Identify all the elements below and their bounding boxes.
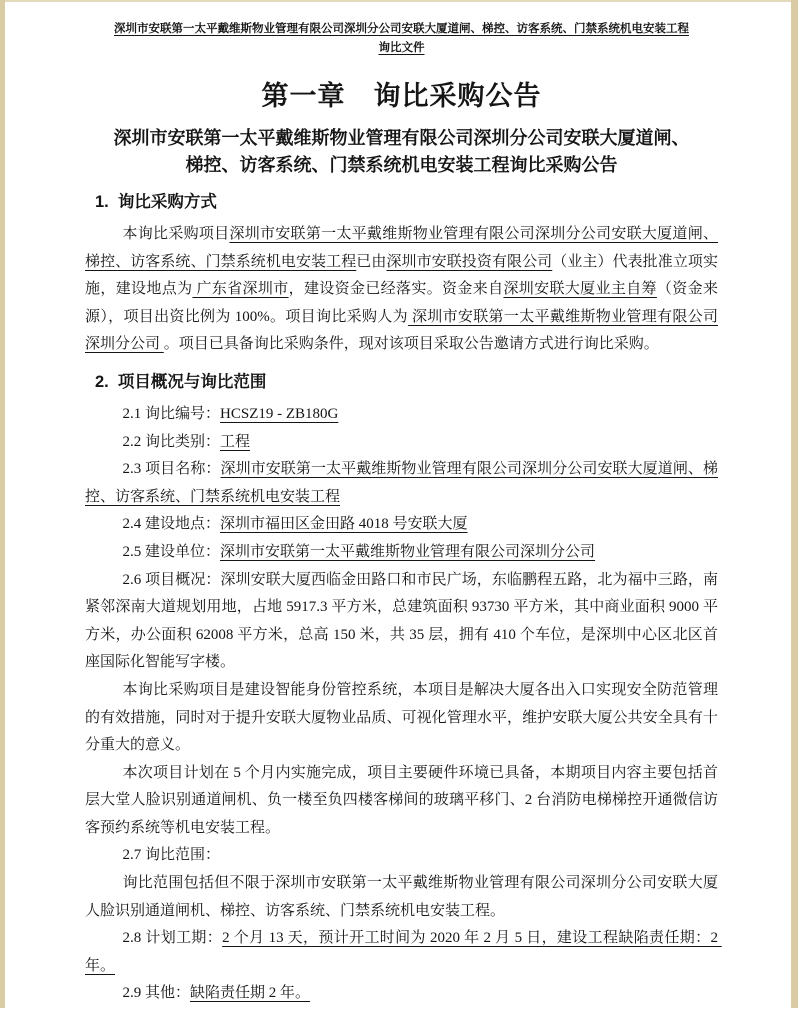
page-header-line1: 深圳市安联第一太平戴维斯物业管理有限公司深圳分公司安联大厦道闸、梯控、访客系统、门禁系统机电安装工程: [114, 23, 689, 35]
underlined-value: 深圳市安联第一太平戴维斯物业管理有限公司深圳分公司: [220, 543, 596, 560]
doc-subtitle-line2: 梯控、访客系统、门禁系统机电安装工程询比采购公告: [185, 155, 618, 175]
paragraph: [85, 925, 722, 980]
text-run: （业主）代表批准立项实施，建设地点为: [85, 253, 718, 298]
text-run: 2.5 建设单位：: [122, 543, 221, 560]
page-header-line2: 询比文件: [378, 42, 425, 54]
paragraph: [85, 221, 718, 359]
text-run: 2.2 询比类别：: [122, 433, 221, 450]
text-run: 。项目已具备询比采购条件，现对该项目采取公告邀请方式进行询比采购。: [163, 336, 659, 353]
document-body: [85, 188, 722, 1008]
underlined-value: 深圳市安联投资有限公司: [386, 253, 553, 270]
underlined-value: 深圳市福田区金田路 4018 号安联大厦: [220, 516, 468, 533]
text-run: 2.6 项目概况：深圳安联大厦西临金田路口和市民广场，东临鹏程五路，北为福中三路，南紧邻深南大道规划用地，占地 5917.3 平方米，总建筑面积 93730 平方米，其中商业面积 9000 平方米，办公面积 62008 平方米，总高 150 米，共 35 层，拥有 410 个车位，是深圳中心区北区首座国际化智能写字楼。: [85, 571, 718, 671]
underlined-value: 深圳市安联第一太平戴维斯物业管理有限公司深圳分公司: [85, 308, 718, 353]
underlined-value: HCSZ19 - ZB180G: [220, 405, 339, 422]
page-header: [85, 20, 718, 58]
paragraph: [85, 980, 718, 1008]
text-run: 本询比采购项目: [122, 226, 230, 242]
paragraph: [85, 429, 718, 457]
page-border-right: [791, 0, 798, 1008]
doc-subtitle: [85, 125, 718, 179]
paragraph: [85, 760, 718, 843]
underlined-value: 深圳市安联第一太平戴维斯物业管理有限公司深圳分公司安联大厦道闸、梯控、访客系统、门禁系统机电安装工程: [85, 226, 718, 270]
text-run: 2.4 建设地点：: [122, 516, 221, 533]
page-border-left: [0, 0, 5, 1008]
paragraph: [85, 870, 718, 925]
paragraph: [85, 539, 718, 567]
text-run: 已由: [356, 253, 387, 270]
page-border-top: [0, 0, 798, 2]
text-run: 2.8 计划工期：: [122, 930, 223, 947]
underlined-value: 2 个月 13 天，预计开工时间为 2020 年 2 月 5 日，建设工程缺陷责任期：2 年。: [85, 930, 722, 974]
underlined-value: 缺陷责任期 2 年。: [190, 985, 311, 1002]
paragraph: [85, 567, 718, 677]
section-heading: 2. 项目概况与询比范围: [95, 372, 267, 391]
paragraph: [85, 401, 718, 429]
chapter-title: 第一章 询比采购公告: [261, 81, 542, 111]
text-run: ，建设资金已经落实。资金来自: [288, 281, 504, 298]
underlined-value: 深圳市安联第一太平戴维斯物业管理有限公司深圳分公司安联大厦道闸、梯控、访客系统、门禁系统机电安装工程: [85, 461, 718, 505]
underlined-value: 工程: [220, 433, 251, 450]
underlined-value: 深圳安联大厦业主自筹: [503, 281, 657, 298]
paragraph: [85, 456, 718, 511]
text-run: 2.7 询比范围：: [122, 847, 221, 864]
underlined-value: 广东省深圳市: [192, 281, 289, 298]
section-heading: 1. 询比采购方式: [95, 193, 217, 211]
text-run: 2.9 其他：: [122, 985, 191, 1002]
paragraph: [85, 842, 718, 870]
text-run: 本次项目计划在 5 个月内实施完成，项目主要硬件环境已具备，本期项目内容主要包括首层大堂人脸识别通道闸机、负一楼至负四楼客梯间的玻璃平移门、2 台消防电梯梯控开通微信访客预约系统等机电安装工程。: [85, 764, 718, 836]
paragraph: [85, 511, 718, 539]
text-run: 2.1 询比编号：: [122, 405, 221, 422]
doc-subtitle-line1: 深圳市安联第一太平戴维斯物业管理有限公司深圳分公司安联大厦道闸、: [113, 128, 690, 148]
text-run: （资金来源），项目出资比例为 100%。项目询比采购人为: [85, 281, 718, 325]
text-run: 2.3 项目名称：: [122, 461, 221, 478]
text-run: 询比范围包括但不限于深圳市安联第一太平戴维斯物业管理有限公司深圳分公司安联大厦人脸识别通道闸机、梯控、访客系统、门禁系统机电安装工程。: [85, 875, 718, 919]
text-run: 本询比采购项目是建设智能身份管控系统，本项目是解决大厦各出入口实现安全防范管理的有效措施，同时对于提升安联大厦物业品质、可视化管理水平，维护安联大厦公共安全具有十分重大的意义。: [85, 681, 718, 754]
paragraph: [85, 677, 718, 760]
